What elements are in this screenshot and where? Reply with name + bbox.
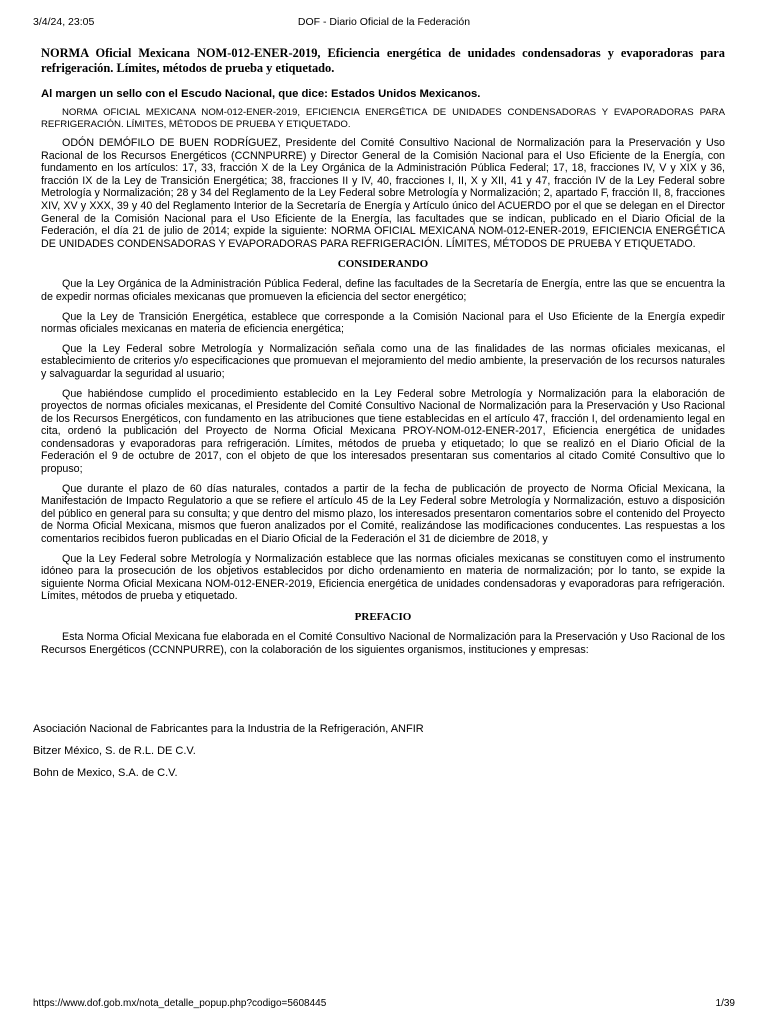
print-site-title: DOF - Diario Oficial de la Federación xyxy=(297,16,471,28)
organization-item: Bohn de Mexico, S.A. de C.V. xyxy=(33,767,178,779)
considerando-paragraph: Que la Ley de Transición Energética, establece que corresponde a la Comisión Nacional para el Uso Eficiente de la Energía expedir normas oficiales mexicanas en materia de eficiencia energética; xyxy=(41,310,725,336)
organization-item: Bitzer México, S. de R.L. DE C.V. xyxy=(33,745,196,757)
page-number: 1/39 xyxy=(715,998,735,1009)
sello-line: Al margen un sello con el Escudo Nacional, que dice: Estados Unidos Mexicanos. xyxy=(41,88,481,100)
considerando-paragraph: Que la Ley Federal sobre Metrología y Normalización señala como una de las finalidades de las normas oficiales mexicanas, el establecimiento de criterios y/o especificaciones que promuevan el mejoramiento del medio ambiente, la preservación de los recursos naturales y salvaguardar la seguridad al usuario; xyxy=(41,342,725,380)
organizations-list xyxy=(33,722,733,788)
document-body xyxy=(41,46,725,663)
intro-paragraph: ODÓN DEMÓFILO DE BUEN RODRÍGUEZ, Presidente del Comité Consultivo Nacional de Normalización para la Preservación y Uso Racional de los Recursos Energéticos (CCNNPURRE) y Director General de la Comisión Nacional para el Uso Eficiente de la Energía, con fundamento en los artículos: 17, 33, fracción X de la Ley Orgánica de la Administración Pública Federal; 17, 18, fracciones IV, V y XIX y 36, fracción IX de la Ley de Transición Energética; 38, fracciones II y IV, 40, fracciones I, II, X y XII, 41 y 47, fracción IV de la Ley Federal sobre Metrología y Normalización; 28 y 34 del Reglamento de la Ley Federal sobre Metrología y Normalización; 2, apartado F, fracción II, 8, fracciones XIV, XV y XXX, 39 y 40 del Reglamento Interior de la Secretaría de Energía y Artículo único del ACUERDO por el que se delegan en el Director General de la Comisión Nacional para el Uso Eficiente de la Energía, las facultades que se indican, publicado en el Diario Oficial de la Federación, el día 21 de julio de 2014; expide la siguiente: NORMA OFICIAL MEXICANA NOM-012-ENER-2019, EFICIENCIA ENERGÉTICA DE UNIDADES CONDENSADORAS Y EVAPORADORAS PARA REFRIGERACIÓN. LÍMITES, MÉTODOS DE PRUEBA Y ETIQUETADO. xyxy=(41,137,725,250)
page-url: https://www.dof.gob.mx/nota_detalle_popup.php?codigo=5608445 xyxy=(33,998,327,1009)
considerando-heading: CONSIDERANDO xyxy=(337,258,429,271)
document-title: NORMA Oficial Mexicana NOM-012-ENER-2019, Eficiencia energética de unidades condensadoras y evaporadoras para refrigeración. Límites, métodos de prueba y etiquetado. xyxy=(41,46,725,75)
organization-item: Asociación Nacional de Fabricantes para la Industria de la Refrigeración, ANFIR xyxy=(33,723,424,735)
prefacio-heading: PREFACIO xyxy=(354,611,412,623)
considerando-paragraph: Que durante el plazo de 60 días naturales, contados a partir de la fecha de publicación de proyecto de Norma Oficial Mexicana, la Manifestación de Impacto Regulatorio a que se refiere el artículo 45 de la Ley Federal sobre Metrología y Normalización, estuvo a disposición del público en general para su consulta; y que dentro del mismo plazo, los interesados presentaron comentarios sobre el contenido del Proyecto de Norma Oficial Mexicana, mismos que fueron analizados por el Comité, realizándose las modificaciones conducentes. Las respuestas a los comentarios recibidos fueron publicadas en el Diario Oficial de la Federación el 31 de diciembre de 2018, y xyxy=(41,482,725,546)
norma-caps-line: NORMA OFICIAL MEXICANA NOM-012-ENER-2019, EFICIENCIA ENERGÉTICA DE UNIDADES CONDENSADORAS Y EVAPORADORAS PARA REFRIGERACIÓN. LÍMITES, MÉTODOS DE PRUEBA Y ETIQUETADO. xyxy=(41,107,725,130)
prefacio-paragraph: Esta Norma Oficial Mexicana fue elaborada en el Comité Consultivo Nacional de Normalización para la Preservación y Uso Racional de los Recursos Energéticos (CCNNPURRE), con la colaboración de los siguientes organismos, instituciones y empresas: xyxy=(41,631,725,656)
print-footer xyxy=(33,998,735,1012)
print-header xyxy=(33,16,735,30)
considerando-paragraph: Que la Ley Federal sobre Metrología y Normalización establece que las normas oficiales mexicanas se constituyen como el instrumento idóneo para la prosecución de los objetivos establecidos por dicho ordenamiento en materia de normalización; por lo tanto, se expide la siguiente Norma Oficial Mexicana NOM-012-ENER-2019, Eficiencia energética de unidades condensadoras y evaporadoras para refrigeración. Límites, métodos de prueba y etiquetado. xyxy=(41,552,725,603)
print-date: 3/4/24, 23:05 xyxy=(33,16,95,28)
considerando-paragraph: Que habiéndose cumplido el procedimiento establecido en la Ley Federal sobre Metrología y Normalización para la elaboración de proyectos de normas oficiales mexicanas, el Presidente del Comité Consultivo Nacional de Normalización para la Preservación y Uso Racional de los Recursos Energéticos, con fundamento en las atribuciones que tiene establecidas en el artículo 47, fracción I, del ordenamiento legal en cita, ordenó la publicación del Proyecto de Norma Oficial Mexicana PROY-NOM-012-ENER-2017, Eficiencia energética de unidades condensadoras y evaporadoras para refrigeración. Límites, métodos de prueba y etiquetado; lo que se realizó en el Diario Oficial de la Federación el 9 de octubre de 2017, con el objeto de que los interesados presentaran sus comentarios al citado Comité Consultivo que lo propuso; xyxy=(41,387,725,476)
considerando-paragraph: Que la Ley Orgánica de la Administración Pública Federal, define las facultades de la Secretaría de Energía, entre las que se encuentra la de expedir normas oficiales mexicanas que promueven la eficiencia del sector energético; xyxy=(41,278,725,303)
